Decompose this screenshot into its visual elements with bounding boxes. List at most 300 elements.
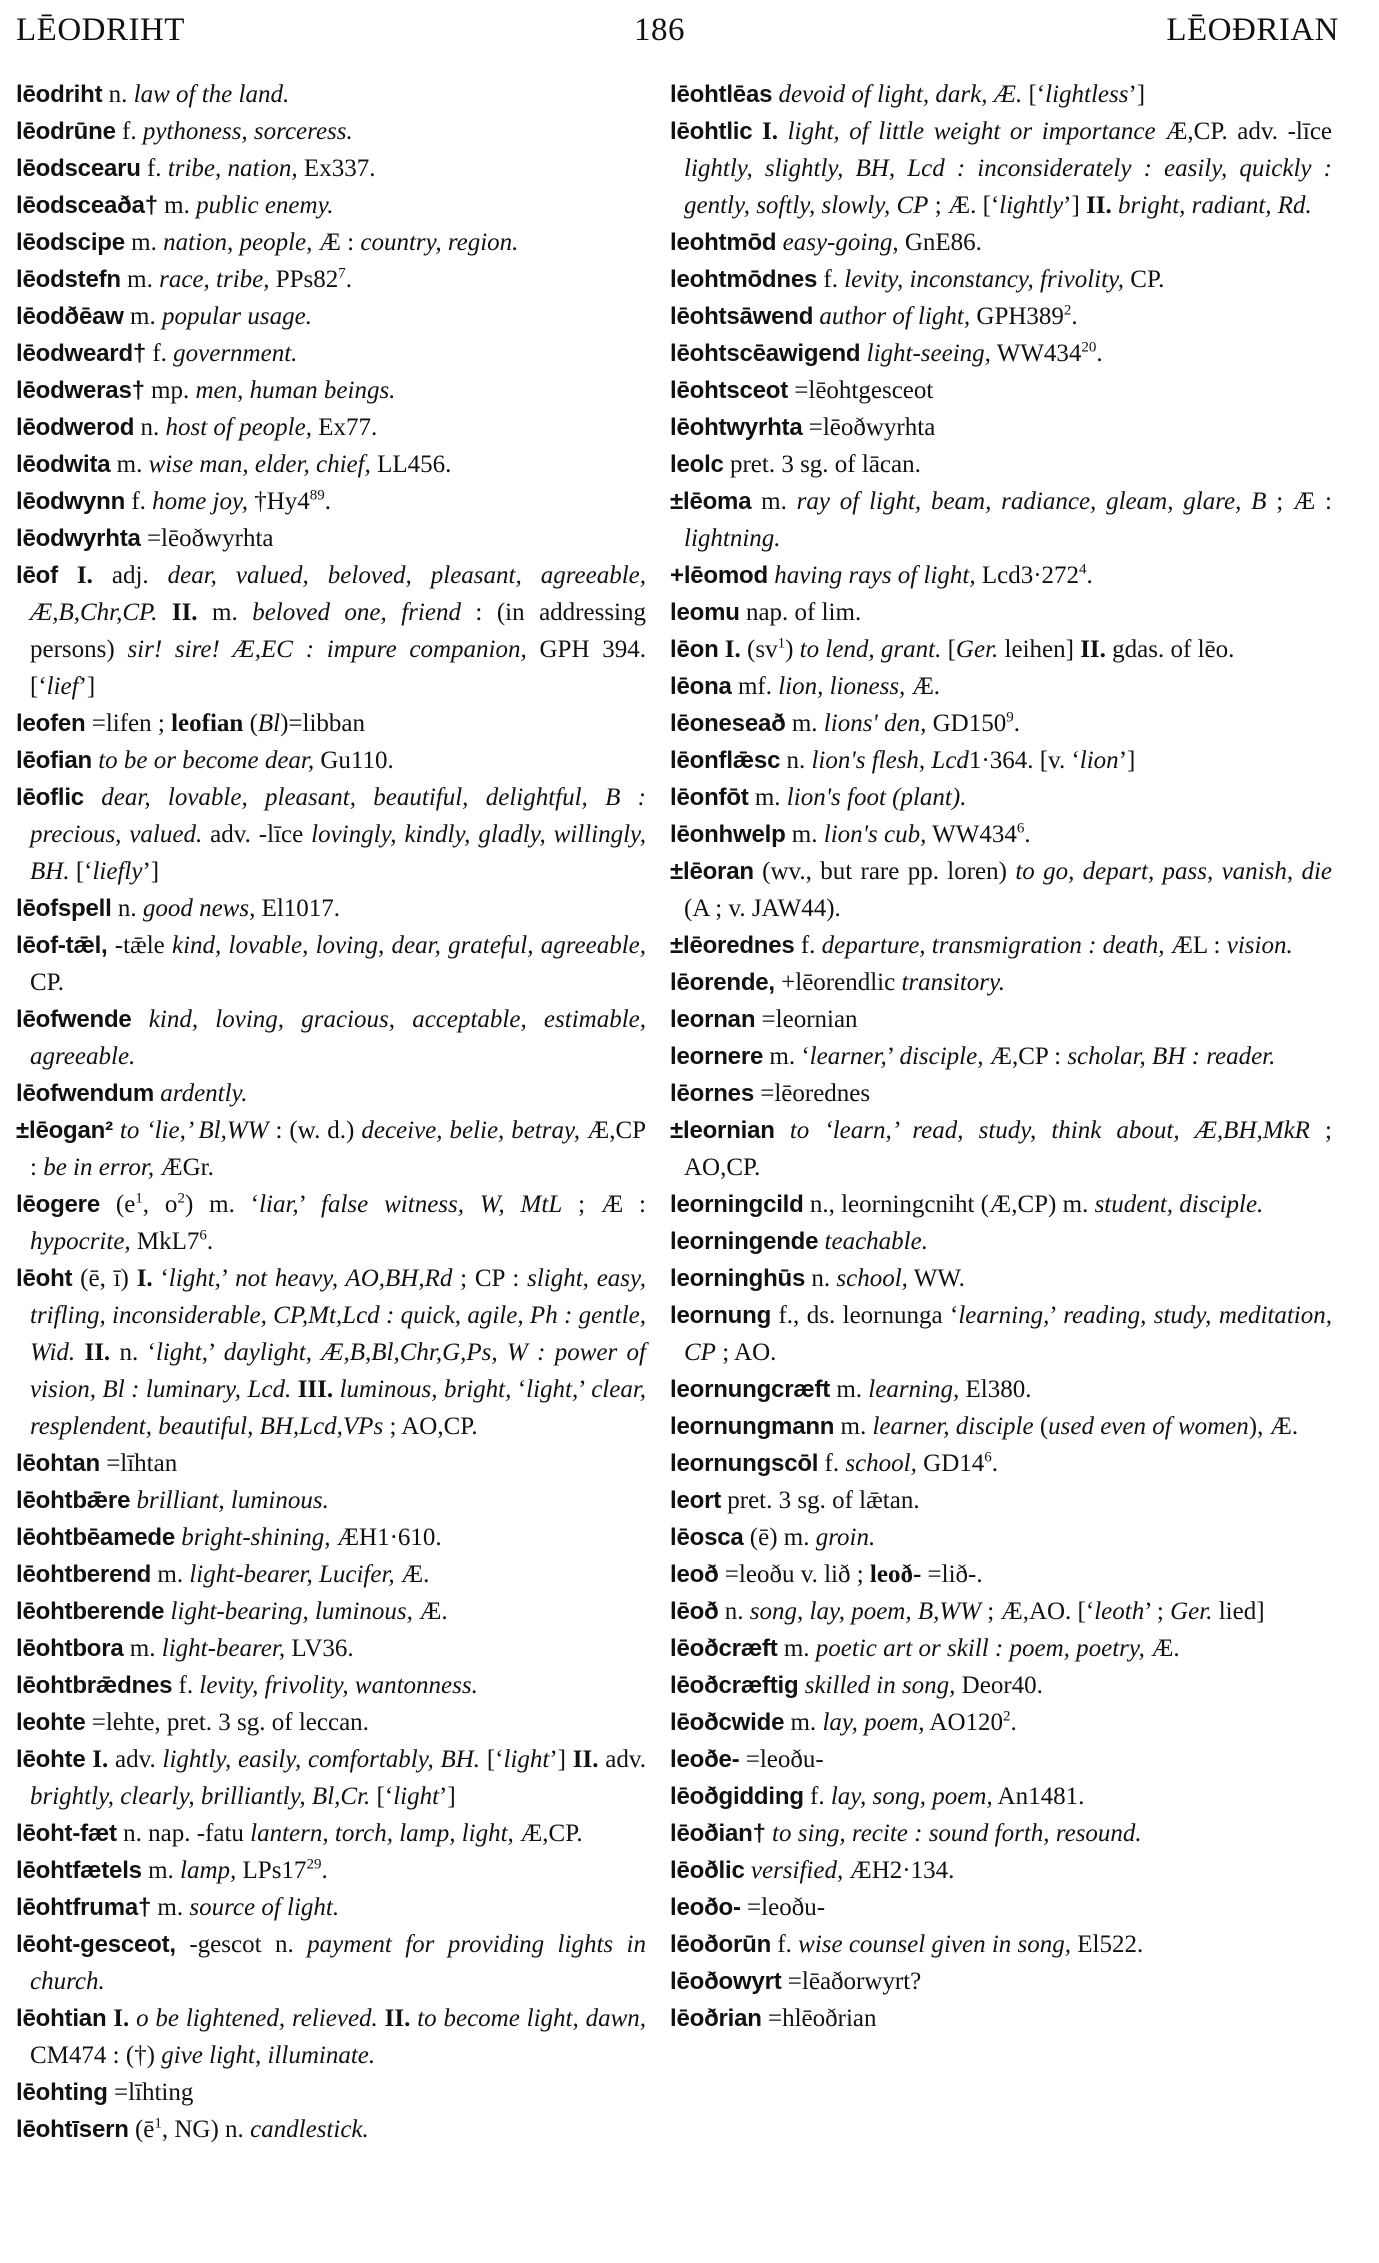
headword: lēoht-fæt (16, 1820, 117, 1847)
entry-text-run: sir! sire! Æ,EC : impure companion, (127, 636, 527, 663)
dictionary-entry (16, 187, 646, 224)
entry-text-run: scholar, BH : reader. (1067, 1043, 1276, 1070)
dictionary-entry (670, 1963, 1332, 2000)
headword: lēohtfruma† (16, 1894, 152, 1921)
entry-text-run: reading, study, meditation, CP (684, 1302, 1333, 1366)
entry-text-run: kind, lovable, loving, dear, grateful, agreeable, (171, 932, 646, 959)
definition: (ē) m. groin. (743, 1524, 876, 1551)
definition: n. law of the land. (102, 81, 290, 108)
entry-text-run: II. (84, 1339, 111, 1366)
dictionary-entry (16, 742, 646, 779)
headword: lēohtbrǣdnes (16, 1672, 173, 1699)
entry-text-run: 29 (306, 1856, 322, 1873)
headword: leohte (16, 1709, 86, 1736)
entry-text-run: dear, valued, beloved, pleasant, agreeable, Æ,B,Chr,CP. (30, 562, 647, 626)
headword: lēoðowyrt (670, 1968, 782, 1995)
entry-text-run: lion's foot (plant). (786, 784, 967, 811)
entry-text-run: 2 (1003, 1708, 1011, 1725)
definition: m. public enemy. (157, 192, 334, 219)
dictionary-entry (670, 779, 1332, 816)
dictionary-entry (670, 409, 1332, 446)
headword: lēoflic (16, 784, 84, 811)
headword: lēodweras† (16, 377, 145, 404)
entry-text-run: 6 (1016, 820, 1025, 837)
dictionary-entry (670, 1112, 1332, 1186)
entry-text-run: pythoness, sorceress. (142, 118, 353, 145)
dictionary-entry (16, 335, 646, 372)
headword: lēohtsceot (670, 377, 789, 404)
definition: f. home joy, $\dagger Hy4^{89}$. (125, 487, 332, 515)
entry-text-run: lovingly, kindly, gladly, willingly, BH. (30, 821, 646, 885)
definition: easy-going, GnE86. (782, 229, 982, 256)
definition: m. light-bearer, LV36. (123, 1635, 354, 1662)
definition: f. levity, frivolity, wantonness. (172, 1672, 478, 1699)
headword: lēof-tǣl, (16, 932, 108, 959)
headword: lēohting (16, 2079, 108, 2106)
entry-text-run: 9 (1006, 709, 1014, 726)
definition: =leornian (755, 1006, 858, 1033)
definition: =lēoðwyrhta (802, 414, 936, 441)
definition: =lēoðwyrhta (140, 525, 274, 552)
entry-text-run: good news, (142, 895, 256, 922)
entry-text-run: 6 (984, 1449, 992, 1466)
entry-text-run: easy-going, (782, 229, 899, 256)
entry-text-run: to become light, dawn, (417, 2005, 647, 2032)
definition: mf. lion, lioness, Æ. (731, 673, 941, 700)
headword: lēofian (16, 747, 92, 774)
dictionary-entry (670, 594, 1332, 631)
definition: having rays of light, $Lcd3\cdot 272^4$. (774, 561, 1093, 589)
definition: mp. men, human beings. (144, 377, 396, 404)
headword: lēornes (670, 1080, 754, 1107)
entry-text-run: to go, depart, pass, vanish, die (1015, 858, 1332, 885)
definition: I. light, of little weight or importance Æ,CP. adv. -līce lightly, slightly, BH, Lcd : inconsiderately : easily, quickly : gently, softly, slowly, CP ; Æ. [‘lightly’] II. bright, radiant, Rd. (684, 118, 1333, 219)
definition: pret. 3 sg. of lǣtan. (721, 1487, 920, 1514)
entry-text-run: used even of women (1048, 1413, 1249, 1440)
entry-text-run: transitory. (901, 969, 1005, 996)
headword: leoðe- (670, 1746, 740, 1773)
entry-text-run: not heavy, AO,BH,Rd (235, 1265, 453, 1292)
entry-text-run: wise counsel given in song, (798, 1931, 1072, 1958)
entry-text-run: learner, disciple (872, 1413, 1034, 1440)
definition: =lēaðorwyrt? (781, 1968, 922, 1995)
dictionary-entry (670, 853, 1332, 927)
dictionary-entry (670, 816, 1332, 853)
headword: lēohte (16, 1746, 86, 1773)
dictionary-entry (670, 1556, 1332, 1593)
definition: =lēohtgesceot (788, 377, 934, 404)
headword: lēohtlic (670, 118, 753, 145)
entry-text-run: light, of little weight or importance (787, 118, 1156, 145)
entry-text-run: 4 (1079, 561, 1087, 578)
dictionary-entry (670, 631, 1332, 668)
dictionary-entry (670, 964, 1332, 1001)
dictionary-entry (670, 1297, 1332, 1371)
headword: lēorende, (670, 969, 775, 996)
entry-text-run: 6 (199, 1227, 207, 1244)
entry-text-run: 20 (1081, 339, 1097, 356)
entry-text-run: levity, inconstancy, frivolity, (844, 266, 1125, 293)
entry-text-run: hypocrite, (30, 1228, 131, 1255)
headword: leoðo- (670, 1894, 741, 1921)
headword: ±lēoran (670, 858, 754, 885)
dictionary-entry (670, 1519, 1332, 1556)
entry-text-run: devoid of light, dark, Æ. (778, 81, 1023, 108)
dictionary-entry (670, 1038, 1332, 1075)
dictionary-entry (16, 1630, 646, 1667)
headword: lēohtīsern (16, 2116, 129, 2143)
headword: +lēomod (670, 562, 768, 589)
headword: lēon (670, 636, 719, 663)
left-column (16, 76, 646, 2148)
headword: lēohtberend (16, 1561, 152, 1588)
entry-text-run: versified, (750, 1857, 844, 1884)
entry-text-run: poetic art or skill : poem, poetry, (815, 1635, 1145, 1662)
headword: leolc (670, 451, 724, 478)
entry-text-run: home joy, (152, 488, 248, 515)
headword: lēohtlēas (670, 81, 773, 108)
definition (154, 1080, 248, 1107)
dictionary-entry (16, 1519, 646, 1556)
entry-text-run: bright-shining, (181, 1524, 331, 1551)
headword: lēoht-gesceot, (16, 1931, 176, 1958)
definition: f. lay, song, poem, An1481. (803, 1783, 1085, 1810)
entry-text-run: give light, illuminate. (161, 2042, 376, 2069)
headword: lēof (16, 562, 58, 589)
definition: m. lamp, $LPs17^{29}$. (141, 1856, 328, 1884)
entry-text-run: lion, lioness, (778, 673, 906, 700)
dictionary-entry (16, 779, 646, 890)
dictionary-entry (16, 1001, 646, 1075)
entry-text-run: brilliant, luminous. (136, 1487, 329, 1514)
entry-text-run: false witness, W, MtL (321, 1191, 563, 1218)
headword: leoð (670, 1561, 719, 1588)
headword: lēodriht (16, 81, 103, 108)
running-head-left: LĒODRIHT (16, 12, 185, 48)
definition (130, 1487, 329, 1514)
definition: f. tribe, nation, Ex337. (140, 155, 376, 182)
dictionary-entry (670, 261, 1332, 298)
dictionary-entry (670, 335, 1332, 372)
entry-text-run: race, tribe, (159, 266, 270, 293)
headword: lēodweard† (16, 340, 147, 367)
right-column (670, 76, 1332, 2037)
entry-text-run: lightning. (684, 525, 781, 552)
entry-text-run: light (503, 1746, 550, 1773)
dictionary-entry (670, 1778, 1332, 1815)
entry-text-run: kind, loving, gracious, acceptable, estimable, agreeable. (30, 1006, 647, 1070)
entry-text-run: I. (762, 118, 778, 145)
dictionary-entry (670, 298, 1332, 335)
headword: lēoðcræftig (670, 1672, 799, 1699)
dictionary-entry (16, 1741, 646, 1815)
entry-text-run: brightly, clearly, brilliantly, Bl,Cr. (30, 1783, 371, 1810)
entry-text-run: light-bearing, luminous, (170, 1598, 413, 1625)
headword: leornere (670, 1043, 764, 1070)
definition: I. $(sv^1)$ to lend, grant. [Ger. leihen] II. gdas. of lēo. (724, 635, 1235, 663)
definition: =lēorednes (753, 1080, 871, 1107)
dictionary-entry (670, 1260, 1332, 1297)
dictionary-entry (16, 1852, 646, 1889)
definition: m. learner, disciple (used even of women), Æ. (834, 1413, 1299, 1440)
dictionary-entry (16, 557, 646, 705)
definition: I. adj. dear, valued, beloved, pleasant, agreeable, Æ,B,Chr,CP. II. m. beloved one, friend : (in addressing persons) sir! sire! Æ,EC : impure companion, GPH 394. [‘lief’] (30, 562, 647, 700)
headword: lēogere (16, 1191, 100, 1218)
entry-text-run: liar, (259, 1191, 299, 1218)
definition: n. lion's flesh, Lcd1·364. [v. ‘lion’] (780, 747, 1136, 774)
entry-text-run: nation, people, (163, 229, 313, 256)
entry-text-run: to lend, grant. (799, 636, 942, 663)
dictionary-entry (16, 446, 646, 483)
definition: m. ‘learner,’ disciple, Æ,CP : scholar, BH : reader. (763, 1043, 1276, 1070)
entry-text-run: light-seeing, (866, 340, 991, 367)
dictionary-entry (16, 261, 646, 298)
definition: n. good news, El1017. (111, 895, 341, 922)
entry-text-run: 1 (777, 635, 786, 652)
dictionary-entry (670, 224, 1332, 261)
dictionary-entry (670, 1408, 1332, 1445)
dictionary-entry (16, 1186, 646, 1260)
dictionary-entry (16, 520, 646, 557)
definition (818, 1228, 928, 1255)
headword: lēodwyrhta (16, 525, 141, 552)
definition: =hlēoðrian (761, 2005, 877, 2032)
definition: =lehte, pret. 3 sg. of leccan. (85, 1709, 369, 1736)
entry-text-run: 2 (1063, 302, 1072, 319)
entry-text-run: men, human beings. (195, 377, 396, 404)
dictionary-entry (670, 372, 1332, 409)
dictionary-entry (16, 1704, 646, 1741)
headword: lēonhwelp (670, 821, 786, 848)
headword: ±lēoma (670, 488, 752, 515)
dictionary-entry (16, 1445, 646, 1482)
entry-text-run: teachable. (824, 1228, 928, 1255)
entry-text-run: lantern, torch, lamp, light, (250, 1820, 514, 1847)
entry-text-run: luminous, bright, (339, 1376, 512, 1403)
definition: I. adv. lightly, easily, comfortably, BH. [‘light’] II. adv. brightly, clearly, brilliantly, Bl,Cr. [‘light’] (30, 1746, 646, 1810)
definition: =līhtan (99, 1450, 178, 1477)
definition: f. school, $GD14^6$. (818, 1449, 998, 1477)
entry-text-run: leofian (171, 710, 244, 737)
definition: m. lay, poem, $AO120^2$. (784, 1708, 1017, 1736)
dictionary-entry (16, 224, 646, 261)
headword: lēodscearu (16, 155, 141, 182)
headword: lēonfōt (670, 784, 749, 811)
headword: leornung (670, 1302, 772, 1329)
definition: -gescot n. payment for providing lights in church. (30, 1931, 646, 1995)
definition: +lēorendlic transitory. (774, 969, 1005, 996)
headword: lēoðgidding (670, 1783, 804, 1810)
headword: leort (670, 1487, 722, 1514)
headword: lēofwendum (16, 1080, 155, 1107)
definition: to ‘learn,’ read, study, think about, Æ,BH,MkR ; AO,CP. (684, 1117, 1332, 1181)
dictionary-entry (16, 2074, 646, 2111)
entry-text-run: vision. (1226, 932, 1293, 959)
entry-text-run: ray of light, beam, radiance, gleam, glare, B (796, 488, 1267, 515)
definition: n. nap. -fatu lantern, torch, lamp, light, Æ,CP. (116, 1820, 583, 1847)
dictionary-entry (16, 1889, 646, 1926)
headword: lēona (670, 673, 732, 700)
dictionary-entry (16, 2111, 646, 2148)
definition: m. lions' den, $GD150^9$. (785, 709, 1020, 737)
headword: lēosca (670, 1524, 744, 1551)
entry-text-run: wise man, elder, chief, (148, 451, 371, 478)
definition: f., ds. leornunga ‘learning,’ reading, study, meditation, CP ; AO. (684, 1302, 1333, 1366)
entry-text-run: lightly (999, 192, 1064, 219)
dictionary-entry (670, 1482, 1332, 1519)
entry-text-run: o be lightened, relieved. (136, 2005, 378, 2032)
entry-text-run: 7 (338, 265, 346, 282)
entry-text-run: I. (76, 562, 93, 589)
definition: dear, lovable, pleasant, beautiful, delightful, B : precious, valued. adv. -līce lovingly, kindly, gladly, willingly, BH. [‘liefly’] (30, 784, 647, 885)
definition (766, 1820, 1142, 1847)
entry-text-run: public enemy. (196, 192, 334, 219)
headword: lēoðorūn (670, 1931, 772, 1958)
entry-text-run: lightless (1045, 81, 1129, 108)
entry-text-run: lay, poem, (822, 1709, 925, 1736)
headword: lēohtan (16, 1450, 100, 1477)
definition: m. source of light. (151, 1894, 340, 1921)
definition: m. nation, people, Æ : country, region. (124, 229, 519, 256)
dictionary-entry (16, 409, 646, 446)
definition: I. o be lightened, relieved. II. to become light, dawn, CM474 : (†) give light, illuminate. (30, 2005, 647, 2069)
definition: light-bearing, luminous, Æ. (170, 1598, 448, 1625)
entry-text-run: school, (845, 1450, 917, 1477)
definition: =leoðu v. lið ; leoð- =lið-. (718, 1561, 983, 1588)
headword: ±leornian (670, 1117, 775, 1144)
definition: ($ē^1$, NG) n. candlestick. (128, 2115, 369, 2143)
headword: lēodstefn (16, 266, 121, 293)
entry-text-run: I. (113, 2005, 130, 2032)
entry-text-run: learning, (868, 1376, 960, 1403)
definition: m. lion's cub, $WW434^6$. (785, 820, 1031, 848)
headword: lēohtscēawigend (670, 340, 861, 367)
definition: -tǣle kind, lovable, loving, dear, grateful, agreeable, CP. (30, 932, 646, 996)
entry-text-run: host of people, (165, 414, 312, 441)
definition: f. wise counsel given in song, El522. (771, 1931, 1144, 1958)
headword: lēoht (16, 1265, 73, 1292)
headword: lēohtbǣre (16, 1487, 131, 1514)
entry-text-run: disciple, (899, 1043, 984, 1070)
definition: (wv., but rare pp. loren) to go, depart, pass, vanish, die (A ; v. JAW44). (684, 858, 1332, 922)
definition: to be or become dear, Gu110. (98, 747, 394, 774)
definition: f. pythoness, sorceress. (115, 118, 353, 145)
entry-text-run: levity, frivolity, wantonness. (199, 1672, 478, 1699)
entry-text-run: departure, transmigration : death, (821, 932, 1165, 959)
definition: versified, ÆH2·134. (750, 1857, 955, 1884)
headword: lēodwerod (16, 414, 135, 441)
dictionary-entry (670, 1445, 1332, 1482)
definition: m. lion's foot (plant). (748, 784, 967, 811)
headword: leornungmann (670, 1413, 835, 1440)
entry-text-run: candlestick. (250, 2116, 369, 2143)
headword: leorninghūs (670, 1265, 806, 1292)
dictionary-entry (670, 1667, 1332, 1704)
entry-text-run: 1 (135, 1190, 143, 1207)
entry-text-run: skilled in song, (804, 1672, 956, 1699)
headword: lēohtian (16, 2005, 107, 2032)
entry-text-run: school, (836, 1265, 908, 1292)
entry-text-run: groin. (815, 1524, 876, 1551)
dictionary-entry (16, 927, 646, 1001)
headword: lēofwende (16, 1006, 132, 1033)
headword: leorningcild (670, 1191, 804, 1218)
headword: ±lēogan² (16, 1117, 113, 1144)
definition: pret. 3 sg. of lācan. (723, 451, 921, 478)
dictionary-entry (670, 1223, 1332, 1260)
headword: leornungcræft (670, 1376, 831, 1403)
entry-text-run: lion's cub, (823, 821, 927, 848)
entry-text-run: tribe, nation, (167, 155, 298, 182)
headword: lēoðian† (670, 1820, 766, 1847)
definition: to ‘lie,’ Bl,WW : (w. d.) deceive, belie, betray, Æ,CP : be in error, ÆGr. (30, 1117, 647, 1181)
entry-text-run: 2 (177, 1190, 185, 1207)
headword: lēohtfætels (16, 1857, 142, 1884)
entry-text-run: to ‘learn,’ read, study, think about, Æ,BH,MkR (789, 1117, 1310, 1144)
dictionary-entry (16, 1926, 646, 2000)
definition: n. school, WW. (805, 1265, 965, 1292)
entry-text-run: lay, song, poem, (830, 1783, 993, 1810)
definition: f. levity, inconstancy, frivolity, CP. (817, 266, 1165, 293)
dictionary-entry (670, 1371, 1332, 1408)
entry-text-run: lightly, easily, comfortably, BH. (162, 1746, 481, 1773)
headword: lēoneseað (670, 710, 786, 737)
definition: =leoðu- (740, 1894, 826, 1921)
headword: lēodwita (16, 451, 111, 478)
entry-text-run: light, (168, 1265, 221, 1292)
entry-text-run: learner, (809, 1043, 887, 1070)
dictionary-entry (670, 1704, 1332, 1741)
definition: n., leorningcniht (Æ,CP) m. student, disciple. (803, 1191, 1264, 1218)
entry-text-run: ardently. (160, 1080, 248, 1107)
entry-text-run: leoð- (869, 1561, 922, 1588)
entry-text-run: Ger. (1170, 1598, 1213, 1625)
entry-text-run: to be or become dear, (98, 747, 315, 774)
definition: =līhting (107, 2079, 194, 2106)
entry-text-run: II. (1086, 192, 1112, 219)
dictionary-entry (16, 890, 646, 927)
entry-text-run: learning, (958, 1302, 1050, 1329)
entry-text-run: Ger. (955, 636, 999, 663)
dictionary-entry (16, 372, 646, 409)
headword: leornungscōl (670, 1450, 819, 1477)
definition: f. departure, transmigration : death, ÆL : vision. (794, 932, 1293, 959)
dictionary-entry (16, 150, 646, 187)
dictionary-entry (670, 705, 1332, 742)
dictionary-entry (670, 1075, 1332, 1112)
entry-text-run: government. (173, 340, 298, 367)
entry-text-run: deceive, belie, betray, (361, 1117, 581, 1144)
entry-text-run: beloved one, friend (252, 599, 461, 626)
definition: m. learning, El380. (830, 1376, 1032, 1403)
definition: skilled in song, Deor40. (804, 1672, 1043, 1699)
definition: m. ray of light, beam, radiance, gleam, glare, B ; Æ : lightning. (684, 488, 1332, 552)
page-number: 186 (634, 12, 685, 48)
headword: leohtmōdnes (670, 266, 818, 293)
headword: lēonflǣsc (670, 747, 781, 774)
dictionary-entry (16, 1075, 646, 1112)
entry-text-run: country, region. (360, 229, 519, 256)
entry-text-run: lion's flesh, Lcd (811, 747, 969, 774)
headword: lēoðrian (670, 2005, 762, 2032)
entry-text-run: II. (572, 1746, 599, 1773)
definition: m. popular usage. (123, 303, 312, 330)
entry-text-run: lion (1079, 747, 1119, 774)
dictionary-entry (16, 1815, 646, 1852)
definition: =leoðu- (739, 1746, 824, 1773)
entry-text-run: be in error, (43, 1154, 155, 1181)
entry-text-run: law of the land. (133, 81, 290, 108)
